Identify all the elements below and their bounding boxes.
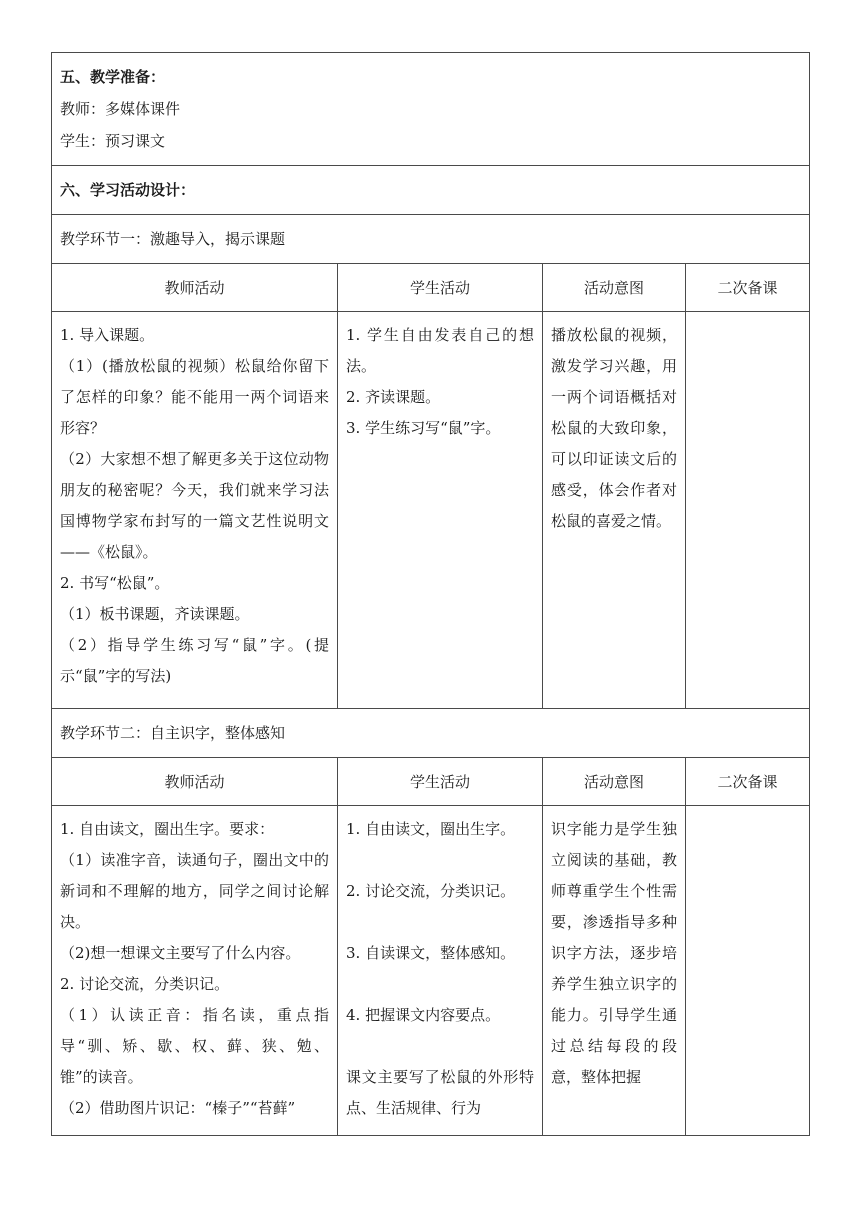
prep-student-line: 学生：预习课文 (60, 132, 166, 150)
section-6-title: 六、学习活动设计： (60, 181, 196, 199)
step-2-teacher-line: （2)想一想课文主要写了什么内容。 (60, 944, 301, 962)
step-2-teacher-line: 2. 讨论交流，分类识记。 (60, 975, 230, 993)
col-header-second: 二次备课 (686, 758, 810, 806)
step-1-student-line: 3. 学生练习写“鼠”字。 (346, 419, 501, 437)
col-header-intent: 活动意图 (543, 264, 686, 312)
step-1-teacher-line: （2）指导学生练习写“鼠”字。(提示“鼠”字的写法) (60, 636, 329, 685)
col-header-teacher: 教师活动 (52, 264, 338, 312)
step-2-second-cell (686, 806, 810, 1136)
prep-teacher-line: 教师：多媒体课件 (60, 100, 181, 118)
section-5-row (52, 53, 810, 166)
step-1-title: 教学环节一：激趣导入，揭示课题 (60, 230, 286, 248)
step-2-intent-cell (543, 806, 686, 1136)
step-1-intent-cell (543, 312, 686, 709)
step-1-student-line: 2. 齐读课题。 (346, 388, 441, 406)
step-1-teacher-line: （1）板书课题，齐读课题。 (60, 605, 250, 623)
col-header-intent: 活动意图 (543, 758, 686, 806)
step-2-header-row (52, 758, 810, 806)
step-1-second-cell (686, 312, 810, 709)
step-1-teacher-line: （1）(播放松鼠的视频）松鼠给你留下了怎样的印象？能不能用一两个词语来形容？ (60, 357, 329, 437)
col-header-teacher: 教师活动 (52, 758, 338, 806)
step-2-student-line: 3. 自读课文，整体感知。 (346, 944, 516, 962)
step-1-teacher-line: （2）大家想不想了解更多关于这位动物朋友的秘密呢？今天，我们就来学习法国博物学家布封写的一篇文艺性说明文——《松鼠》。 (60, 450, 329, 561)
step-1-teacher-cell (52, 312, 338, 709)
step-1-content-row (52, 312, 810, 709)
step-2-title-row (52, 709, 810, 758)
step-1-title-row (52, 215, 810, 264)
step-2-student-line: 1. 自由读文，圈出生字。 (346, 820, 516, 838)
col-header-second: 二次备课 (686, 264, 810, 312)
step-1-teacher-line: 1. 导入课题。 (60, 326, 155, 344)
lesson-plan-table (51, 52, 810, 1136)
step-2-intent-text: 识字能力是学生独立阅读的基础，教师尊重学生个性需要，渗透指导多种识字方法，逐步培养学生独立识字的能力。引导学生通过总结每段的段意，整体把握 (551, 820, 677, 1086)
step-1-student-cell (338, 312, 543, 709)
step-2-teacher-line: （1）认读正音：指名读，重点指导“驯、矫、歇、权、藓、狭、勉、锥”的读音。 (60, 1006, 329, 1086)
step-2-content-row (52, 806, 810, 1136)
step-2-teacher-line: （2）借助图片识记：“榛子”“苔藓” (60, 1099, 296, 1117)
step-1-student-line: 1. 学生自由发表自己的想法。 (346, 326, 534, 375)
step-1-intent-text: 播放松鼠的视频，激发学习兴趣，用一两个词语概括对松鼠的大致印象，可以印证读文后的感受，体会作者对松鼠的喜爱之情。 (551, 326, 677, 530)
col-header-student: 学生活动 (338, 758, 543, 806)
step-2-title: 教学环节二：自主识字，整体感知 (60, 724, 286, 742)
step-2-teacher-line: （1）读准字音，读通句子，圈出文中的新词和不理解的地方，同学之间讨论解决。 (60, 851, 329, 931)
step-1-teacher-line: 2. 书写“松鼠”。 (60, 574, 170, 592)
step-1-header-row (52, 264, 810, 312)
step-2-student-line: 课文主要写了松鼠的外形特点、生活规律、行为 (346, 1068, 534, 1117)
lesson-plan-document (51, 52, 809, 1136)
section-5-title: 五、教学准备： (60, 68, 166, 86)
step-2-teacher-cell (52, 806, 338, 1136)
step-2-student-cell (338, 806, 543, 1136)
col-header-student: 学生活动 (338, 264, 543, 312)
step-2-student-line: 2. 讨论交流，分类识记。 (346, 882, 516, 900)
step-2-teacher-line: 1. 自由读文，圈出生字。要求： (60, 820, 275, 838)
section-6-row (52, 166, 810, 215)
step-2-student-line: 4. 把握课文内容要点。 (346, 1006, 501, 1024)
